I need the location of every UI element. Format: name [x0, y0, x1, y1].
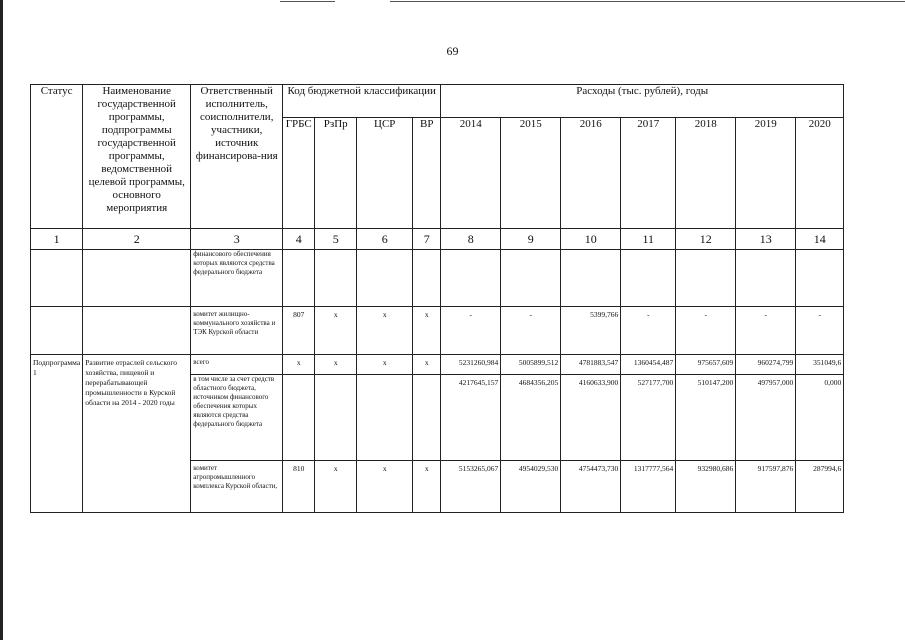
header-rzpr: РзПр [315, 118, 357, 229]
rzpr-cell: х [315, 307, 357, 355]
value-cell [676, 250, 736, 307]
value-cell: 4754473,730 [561, 461, 621, 513]
column-number: 3 [191, 229, 283, 250]
rzpr-cell [315, 250, 357, 307]
budget-table [30, 84, 844, 513]
program-name-cell: Развитие отраслей сельского хозяйства, пищевой и перерабатывающей промышленности в Курской области на 2014 - 2020 годы [83, 355, 191, 513]
value-cell [501, 250, 561, 307]
value-cell: 1317777,564 [621, 461, 676, 513]
value-cell: 5399,766 [561, 307, 621, 355]
value-cell: 0,000 [796, 375, 844, 461]
value-cell: - [736, 307, 796, 355]
value-cell: 287994,6 [796, 461, 844, 513]
header-budget-code: Код бюджетной классификации [283, 85, 441, 118]
column-number: 2 [83, 229, 191, 250]
value-cell [441, 250, 501, 307]
header-vr: ВР [413, 118, 441, 229]
status-cell [31, 307, 83, 355]
value-cell: 917597,876 [736, 461, 796, 513]
table-row [31, 355, 844, 375]
value-cell: - [441, 307, 501, 355]
vr-cell: х [413, 461, 441, 513]
column-number: 10 [561, 229, 621, 250]
value-cell: - [501, 307, 561, 355]
header-csr: ЦСР [357, 118, 413, 229]
header-year: 2017 [621, 118, 676, 229]
vr-cell: х [413, 355, 441, 375]
status-cell: Подпрограмма 1 [31, 355, 83, 513]
vr-cell: х [413, 307, 441, 355]
value-cell [621, 250, 676, 307]
header-year: 2014 [441, 118, 501, 229]
status-cell [31, 250, 83, 307]
vr-cell [413, 375, 441, 461]
executor-cell: комитет жилищно-коммунального хозяйства и ТЭК Курской области [191, 307, 283, 355]
header-year: 2020 [796, 118, 844, 229]
scan-top-mark [280, 1, 335, 2]
value-cell: 1360454,487 [621, 355, 676, 375]
table-row [31, 307, 844, 355]
csr-cell: х [357, 461, 413, 513]
value-cell: 5153265,067 [441, 461, 501, 513]
rzpr-cell [315, 375, 357, 461]
column-number: 8 [441, 229, 501, 250]
grbs-cell [283, 250, 315, 307]
executor-cell: в том числе за счет средств областного бюджета, источником финансового обеспечения которых являются средства федерального бюджета [191, 375, 283, 461]
scan-top-rule [390, 1, 905, 2]
value-cell: 4781883,547 [561, 355, 621, 375]
executor-cell: финансового обеспечения которых являются средства федерального бюджета [191, 250, 283, 307]
column-number: 5 [315, 229, 357, 250]
column-number: 6 [357, 229, 413, 250]
column-number: 11 [621, 229, 676, 250]
value-cell: 510147,200 [676, 375, 736, 461]
value-cell: 4684356,205 [501, 375, 561, 461]
header-status: Статус [31, 85, 83, 229]
value-cell: 960274,799 [736, 355, 796, 375]
csr-cell: х [357, 355, 413, 375]
value-cell: 527177,700 [621, 375, 676, 461]
page-number: 69 [446, 44, 459, 58]
value-cell [736, 250, 796, 307]
value-cell: - [621, 307, 676, 355]
column-number: 9 [501, 229, 561, 250]
rzpr-cell: х [315, 461, 357, 513]
column-number: 14 [796, 229, 844, 250]
header-grbs: ГРБС [283, 118, 315, 229]
value-cell: 5231260,984 [441, 355, 501, 375]
grbs-cell: х [283, 355, 315, 375]
value-cell: 497957,000 [736, 375, 796, 461]
scan-left-edge [0, 0, 3, 640]
column-number: 12 [676, 229, 736, 250]
program-name-cell [83, 307, 191, 355]
column-number: 13 [736, 229, 796, 250]
value-cell [561, 250, 621, 307]
value-cell: 5005899,512 [501, 355, 561, 375]
grbs-cell: 807 [283, 307, 315, 355]
value-cell: - [676, 307, 736, 355]
table-row [31, 250, 844, 307]
value-cell: 4954029,530 [501, 461, 561, 513]
header-name: Наименование государственной программы, подпрограммы государственной программы, ведомственной целевой программы, основного мероприятия [83, 85, 191, 229]
value-cell: 975657,609 [676, 355, 736, 375]
column-number: 1 [31, 229, 83, 250]
value-cell [796, 250, 844, 307]
executor-cell: комитет агропромышленного комплекса Курской области, [191, 461, 283, 513]
grbs-cell: 810 [283, 461, 315, 513]
rzpr-cell: х [315, 355, 357, 375]
executor-cell: всего [191, 355, 283, 375]
program-name-cell [83, 250, 191, 307]
value-cell: 932980,686 [676, 461, 736, 513]
header-year: 2019 [736, 118, 796, 229]
grbs-cell [283, 375, 315, 461]
vr-cell [413, 250, 441, 307]
header-executor: Ответственный исполнитель, соисполнители, участники, источник финансирова-ния [191, 85, 283, 229]
header-year: 2016 [561, 118, 621, 229]
csr-cell: х [357, 307, 413, 355]
value-cell: 4217645,157 [441, 375, 501, 461]
value-cell: 4160633,900 [561, 375, 621, 461]
header-expenses: Расходы (тыс. рублей), годы [441, 85, 844, 118]
value-cell: 351049,6 [796, 355, 844, 375]
csr-cell [357, 250, 413, 307]
header-year: 2018 [676, 118, 736, 229]
column-number: 4 [283, 229, 315, 250]
value-cell: - [796, 307, 844, 355]
csr-cell [357, 375, 413, 461]
header-year: 2015 [501, 118, 561, 229]
column-number: 7 [413, 229, 441, 250]
